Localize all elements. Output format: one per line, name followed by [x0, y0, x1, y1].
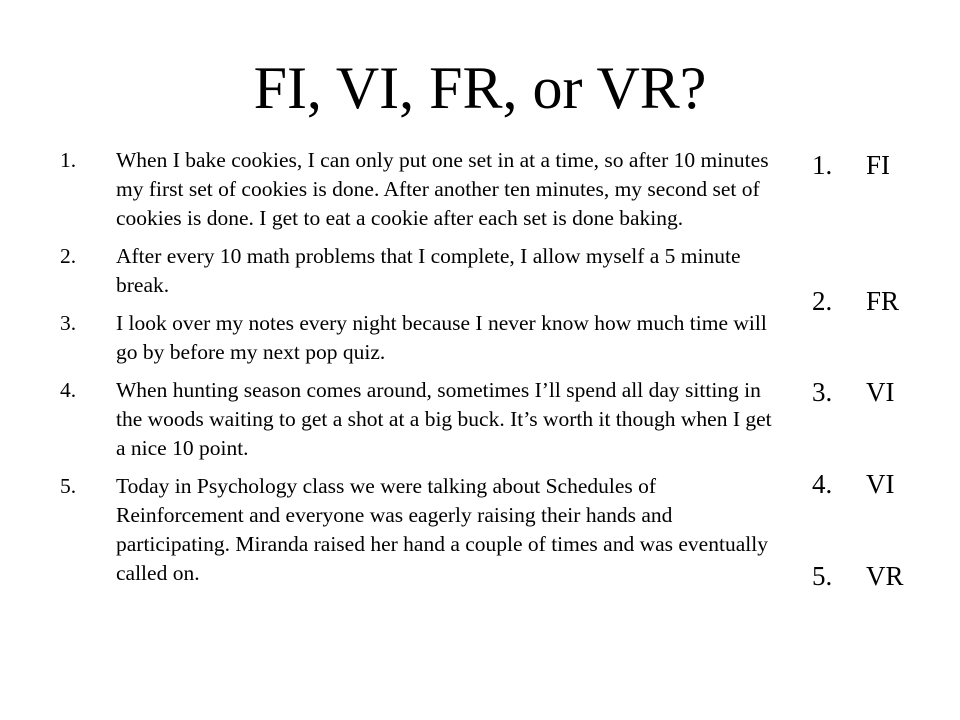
question-text: When hunting season comes around, sometimes I’ll spend all day sitting in the woods waiting to get a shot at a big buck. It’s worth it though when I get a nice 10 point.	[116, 378, 772, 460]
question-item	[60, 309, 780, 367]
question-item	[60, 146, 780, 233]
question-list	[60, 146, 780, 597]
question-number: 3.	[60, 311, 77, 335]
answer-number: 3.	[812, 377, 833, 407]
answer-item	[812, 375, 895, 409]
answer-item	[812, 148, 890, 182]
answer-item	[812, 559, 904, 593]
answer-number: 5.	[812, 561, 833, 591]
answer-item	[812, 467, 895, 501]
question-item	[60, 242, 780, 300]
answer-text: FR	[866, 286, 900, 316]
answer-number: 2.	[812, 286, 833, 316]
answer-text: FI	[866, 150, 891, 180]
answer-text: VI	[866, 469, 895, 499]
question-text: When I bake cookies, I can only put one set in at a time, so after 10 minutes my first set of cookies is done. After another ten minutes, my second set of cookies is done. I get to eat a cookie after each set is done baking.	[116, 148, 769, 230]
answer-text: VR	[866, 561, 904, 591]
question-number: 5.	[60, 474, 77, 498]
question-number: 2.	[60, 244, 77, 268]
question-text: After every 10 math problems that I complete, I allow myself a 5 minute break.	[116, 244, 741, 297]
question-number: 4.	[60, 378, 77, 402]
answer-number: 4.	[812, 469, 833, 499]
question-item	[60, 472, 780, 588]
answer-text: VI	[866, 377, 895, 407]
answer-item	[812, 284, 899, 318]
answer-number: 1.	[812, 150, 833, 180]
question-text: I look over my notes every night because I never know how much time will go by before my next pop quiz.	[116, 311, 767, 364]
question-text: Today in Psychology class we were talking about Schedules of Reinforcement and everyone was eagerly raising their hands and participating. Miranda raised her hand a couple of times and was eventually called on.	[116, 474, 768, 585]
question-item	[60, 376, 780, 463]
question-number: 1.	[60, 148, 77, 172]
slide-title: FI, VI, FR, or VR?	[253, 55, 707, 121]
